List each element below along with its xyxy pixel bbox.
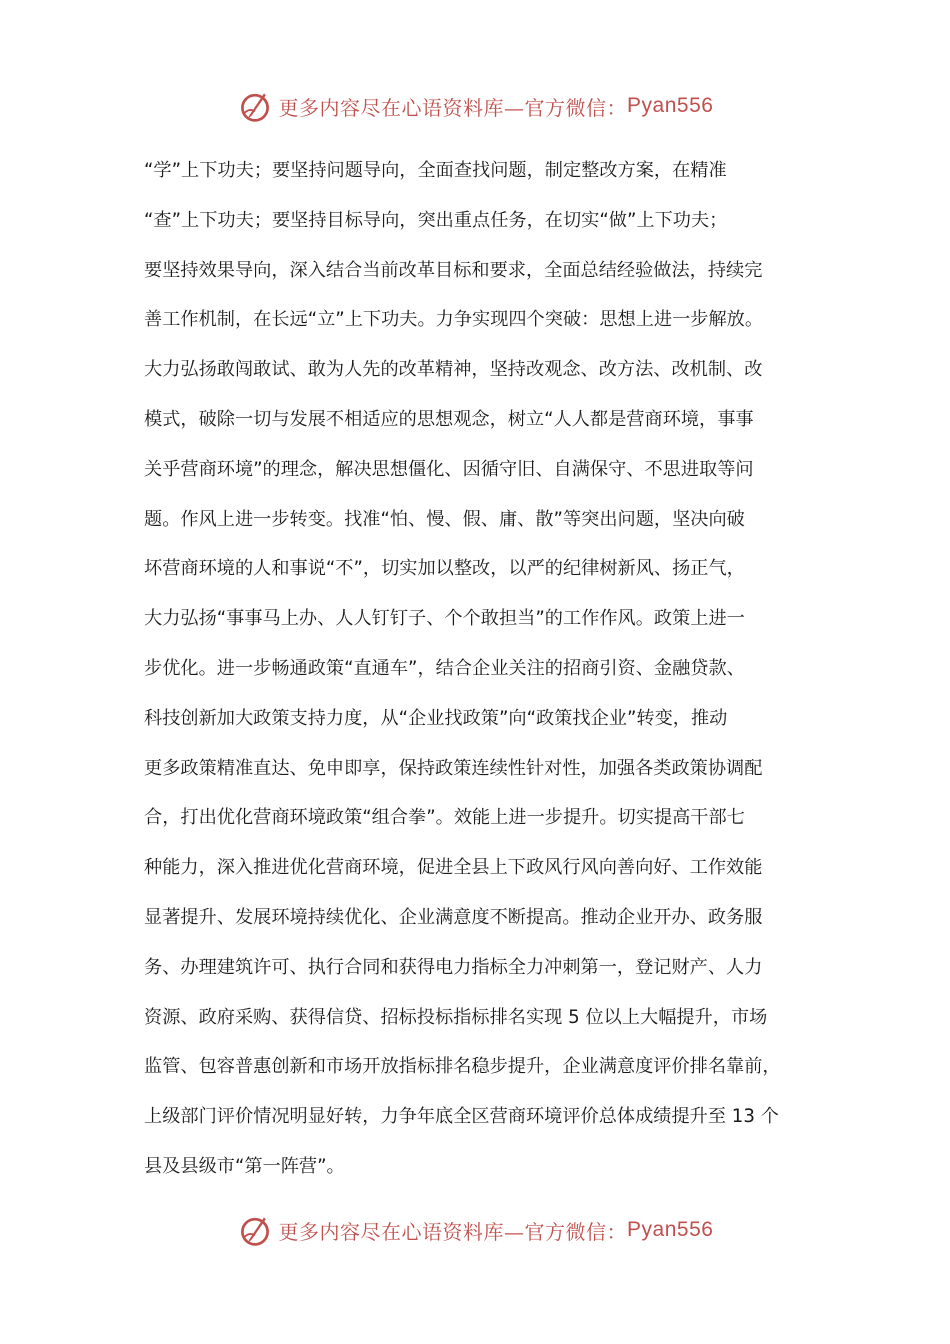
body-line: “查”上下功夫；要坚持目标导向，突出重点任务，在切实“做”上下功夫； (144, 209, 728, 231)
body-line: 监管、包容普惠创新和市场开放指标排名稳步提升，企业满意度评价排名靠前， (144, 1056, 781, 1078)
body-line: 大力弘扬“事事马上办、人人钉钉子、个个敢担当”的工作作风。政策上进一 (144, 608, 745, 630)
watermark-text: 更多内容尽在心语资料库—官方微信： (278, 1219, 628, 1244)
footer-watermark-banner (0, 1208, 950, 1252)
body-line: 大力弘扬敢闯敢试、敢为人先的改革精神，坚持改观念、改方法、改机制、改 (144, 359, 763, 381)
body-line: 合，打出优化营商环境政策“组合拳”。效能上进一步提升。切实提高干部七 (144, 807, 745, 829)
watermark-handle: Pyan556 (627, 94, 714, 117)
body-line: 善工作机制，在长远“立”上下功夫。力争实现四个突破：思想上进一步解放。 (144, 309, 764, 331)
body-line: 科技创新加大政策支持力度，从“企业找政策”向“政策找企业”转变，推动 (144, 707, 728, 729)
quill-logo-icon (237, 1212, 273, 1248)
body-line: “学”上下功夫；要坚持问题导向，全面查找问题，制定整改方案，在精准 (144, 160, 727, 181)
body-line: 步优化。进一步畅通政策“直通车”，结合企业关注的招商引资、金融贷款、 (144, 657, 745, 679)
watermark-handle: Pyan556 (627, 1218, 714, 1241)
body-line: 务、办理建筑许可、执行合同和获得电力指标全力冲刺第一，登记财产、人力 (144, 956, 763, 978)
header-watermark-banner (0, 84, 950, 128)
body-line: 题。作风上进一步转变。找准“怕、慢、假、庸、散”等突出问题，坚决向破 (144, 508, 745, 530)
body-line: 显著提升、发展环境持续优化、企业满意度不断提高。推动企业开办、政务服 (144, 906, 763, 928)
body-line: 资源、政府采购、获得信贷、招标投标指标排名实现 5 位以上大幅提升，市场 (144, 1006, 768, 1028)
body-line: 关乎营商环境”的理念，解决思想僵化、因循守旧、自满保守、不思进取等问 (144, 458, 754, 480)
document-body (144, 146, 808, 1192)
body-line: 上级部门评价情况明显好转，力争年底全区营商环境评价总体成绩提升至 13 个 (144, 1106, 779, 1128)
body-line: 县及县级市“第一阵营”。 (144, 1155, 345, 1177)
quill-logo-icon (237, 88, 273, 124)
watermark-text: 更多内容尽在心语资料库—官方微信： (278, 95, 628, 120)
body-line: 更多政策精准直达、免申即享，保持政策连续性针对性，加强各类政策协调配 (144, 757, 763, 779)
body-line: 模式，破除一切与发展不相适应的思想观念，树立“人人都是营商环境，事事 (144, 408, 754, 430)
body-line: 要坚持效果导向，深入结合当前改革目标和要求，全面总结经验做法，持续完 (144, 259, 763, 281)
body-line: 坏营商环境的人和事说“不”，切实加以整改，以严的纪律树新风、扬正气， (144, 558, 745, 580)
body-line: 种能力，深入推进优化营商环境，促进全县上下政风行风向善向好、工作效能 (144, 857, 763, 879)
